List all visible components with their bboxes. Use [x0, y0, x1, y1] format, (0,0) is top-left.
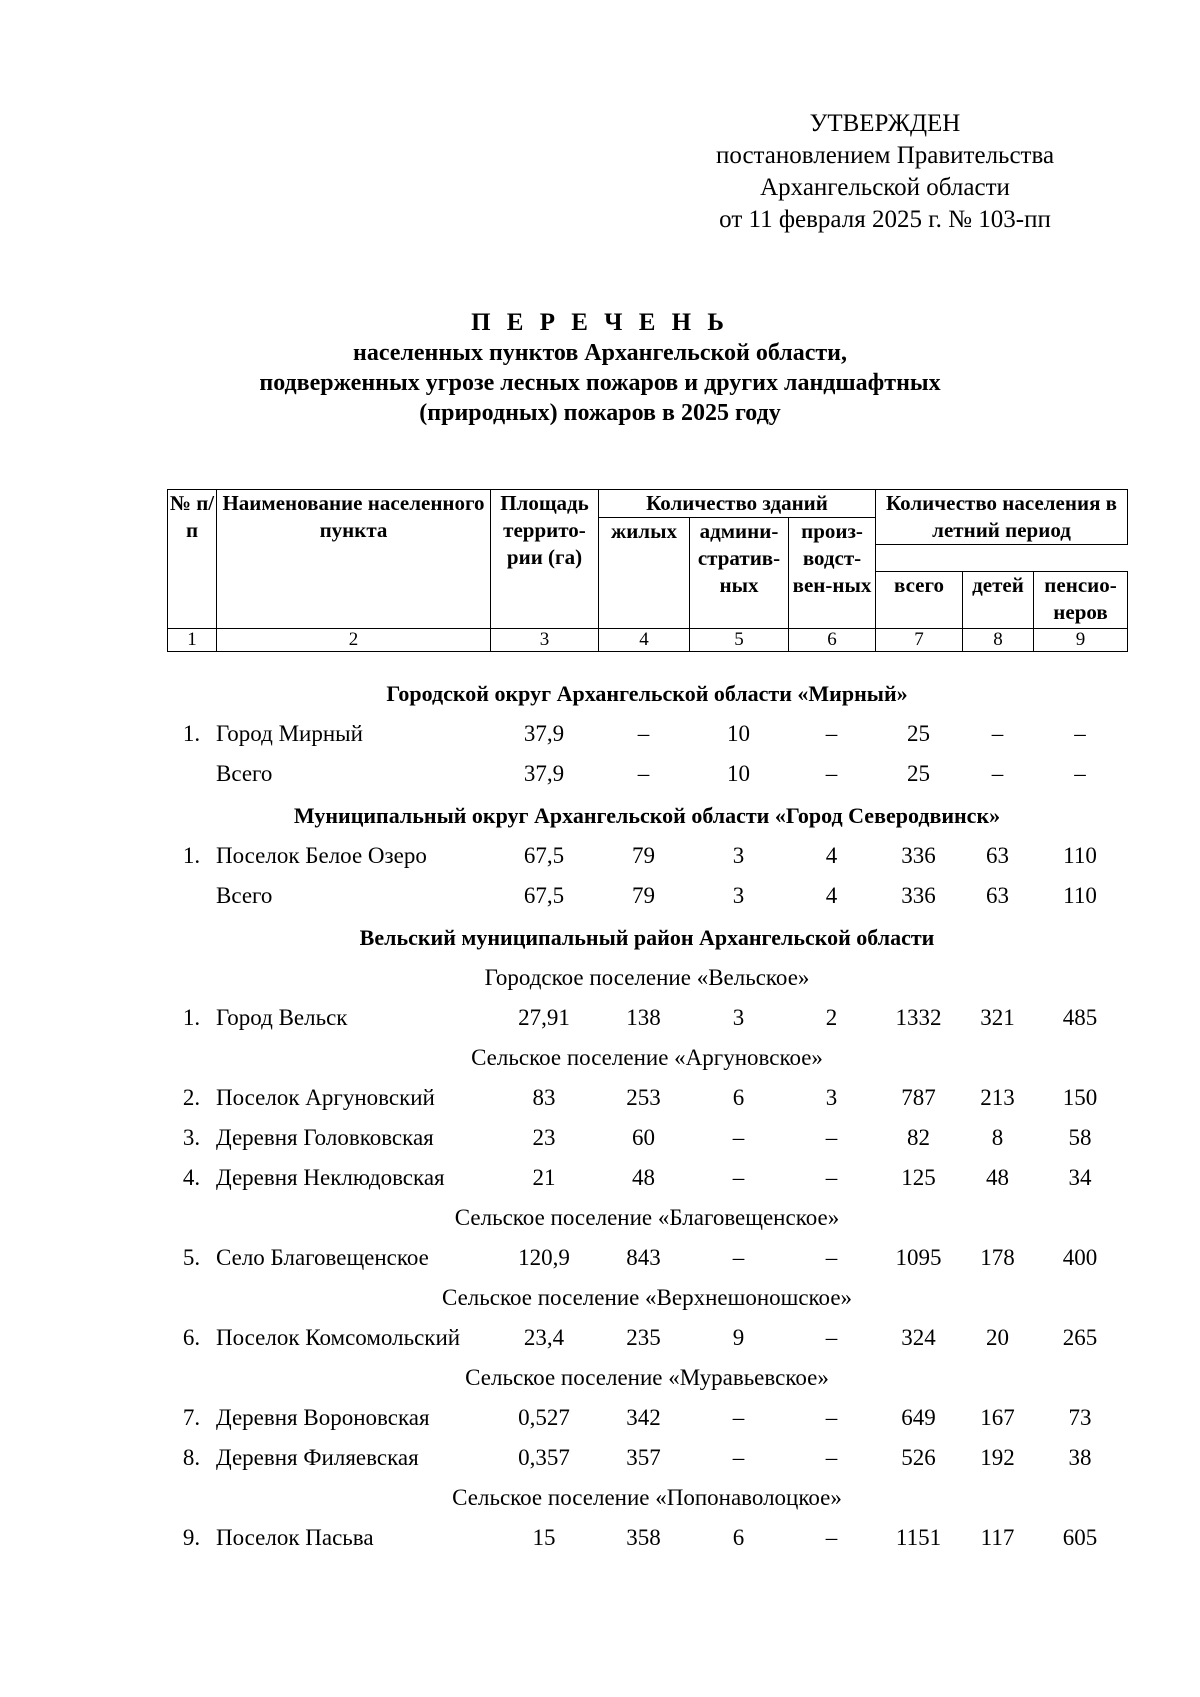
table-cell: 3: [732, 843, 745, 868]
header-population: Количество населения в летний период: [876, 490, 1128, 545]
table-cell: –: [825, 1445, 838, 1470]
table-cell: –: [825, 721, 838, 746]
table-cell: Поселок Пасьва: [216, 1525, 374, 1550]
table-cell: Город Вельск: [216, 1005, 348, 1030]
approval-line-4: от 11 февраля 2025 г. № 103-пп: [719, 206, 1051, 233]
district-heading: Муниципальный округ Архангельской области «Город Северодвинск»: [293, 803, 1001, 828]
table-cell: –: [991, 721, 1004, 746]
table-cell: –: [732, 1245, 745, 1270]
column-number: 6: [789, 629, 876, 652]
table-cell: 3: [825, 1085, 838, 1110]
table-body: [167, 672, 1127, 1558]
document-title: [0, 308, 1200, 428]
table-cell: 3: [732, 883, 745, 908]
table-cell: 79: [632, 843, 655, 868]
table-cell: 150: [1062, 1085, 1098, 1110]
table-cell: 321: [980, 1005, 1015, 1030]
table-cell: 4: [825, 883, 838, 908]
table-cell: 6: [732, 1085, 745, 1110]
table-cell: 1.: [182, 1005, 201, 1030]
table-cell: [167, 876, 216, 916]
table-row: [167, 1518, 1127, 1558]
table-cell: 63: [986, 843, 1009, 868]
approval-line-1: УТВЕРЖДЕН: [809, 110, 961, 137]
column-number: 2: [217, 629, 491, 652]
table-cell: 10: [727, 761, 750, 786]
district-heading: Вельский муниципальный район Архангельской области: [359, 925, 935, 950]
approval-line-2: постановлением Правительства: [715, 142, 1055, 169]
table-cell: 20: [986, 1325, 1009, 1350]
table-cell: 9: [732, 1325, 745, 1350]
table-cell: 3: [732, 1005, 745, 1030]
table-cell: 357: [626, 1445, 661, 1470]
column-number: 8: [963, 629, 1034, 652]
table-cell: 1095: [895, 1245, 942, 1270]
table-cell: Деревня Неклюдовская: [216, 1165, 445, 1190]
header-residential: жилых: [599, 518, 690, 629]
column-number: 5: [690, 629, 789, 652]
settlement-heading: Сельское поселение «Аргуновское»: [471, 1045, 823, 1070]
settlement-heading: Сельское поселение «Верхнешоношское»: [441, 1285, 853, 1310]
table-cell: Деревня Головковская: [216, 1125, 434, 1150]
table-cell: –: [637, 721, 650, 746]
approval-stamp: [650, 108, 1120, 236]
district-heading: Городской округ Архангельской области «Мирный»: [386, 681, 908, 706]
table-cell: 67,5: [523, 883, 565, 908]
table-row: [167, 1398, 1127, 1438]
column-number: 1: [168, 629, 217, 652]
table-cell: 400: [1062, 1245, 1098, 1270]
table-cell: Поселок Аргуновский: [216, 1085, 435, 1110]
table-cell: –: [732, 1405, 745, 1430]
table-cell: 8: [991, 1125, 1004, 1150]
table-cell: 0,527: [518, 1405, 570, 1430]
table-cell: 1.: [182, 721, 201, 746]
table-cell: 9.: [182, 1525, 201, 1550]
table-row: [167, 998, 1127, 1038]
table-row: [167, 1318, 1127, 1358]
header-pensioners: пенсио-неров: [1034, 572, 1128, 629]
table-cell: 83: [532, 1085, 556, 1110]
header-total: всего: [876, 572, 963, 629]
table-cell: 120,9: [518, 1245, 570, 1270]
table-cell: 79: [632, 883, 655, 908]
column-numbers-row: [168, 629, 1128, 652]
table-cell: 48: [632, 1165, 655, 1190]
table-cell: Деревня Вороновская: [216, 1405, 430, 1430]
table-cell: 213: [980, 1085, 1015, 1110]
table-cell: 324: [901, 1325, 936, 1350]
table-cell: 235: [626, 1325, 661, 1350]
table-cell: 34: [1068, 1165, 1092, 1190]
header-admin: админи-стратив-ных: [690, 518, 789, 629]
table-cell: 25: [907, 721, 930, 746]
table-cell: –: [825, 761, 838, 786]
table-cell: –: [637, 761, 650, 786]
table-cell: 178: [980, 1245, 1015, 1270]
table-cell: –: [732, 1165, 745, 1190]
table-row: [167, 836, 1127, 876]
table-cell: 3.: [182, 1125, 201, 1150]
table-cell: 1151: [895, 1525, 942, 1550]
table-cell: Всего: [216, 883, 273, 908]
column-number: 7: [876, 629, 963, 652]
table-cell: 1332: [895, 1005, 942, 1030]
table-cell: 7.: [182, 1405, 201, 1430]
table-cell: 843: [626, 1245, 661, 1270]
table-cell: 336: [901, 843, 936, 868]
table-cell: 23: [532, 1125, 556, 1150]
table-cell: 60: [632, 1125, 655, 1150]
table-cell: 336: [901, 883, 936, 908]
title-line-3: (природных) пожаров в 2025 году: [419, 400, 781, 426]
header-buildings: Количество зданий: [599, 490, 876, 518]
table-cell: 1.: [182, 843, 201, 868]
table-cell: –: [1074, 721, 1086, 746]
table-cell: 15: [532, 1525, 556, 1550]
table-cell: 138: [626, 1005, 661, 1030]
table-cell: 6.: [182, 1325, 201, 1350]
table-cell: 67,5: [523, 843, 565, 868]
table-cell: –: [825, 1405, 838, 1430]
table-cell: 6: [732, 1525, 745, 1550]
approval-line-3: Архангельской области: [760, 174, 1010, 201]
table-cell: 37,9: [523, 761, 565, 786]
title-line-1: населенных пунктов Архангельской области,: [353, 340, 847, 366]
table-cell: Город Мирный: [216, 721, 363, 746]
table-cell: 2: [825, 1005, 838, 1030]
settlement-heading: Сельское поселение «Благовещенское»: [454, 1205, 840, 1230]
table-header: [167, 489, 1128, 652]
table-cell: 25: [907, 761, 930, 786]
table-cell: 192: [980, 1445, 1015, 1470]
table-cell: 253: [626, 1085, 661, 1110]
table-cell: 38: [1068, 1445, 1092, 1470]
header-children: детей: [963, 572, 1034, 629]
table-cell: Село Благовещенское: [216, 1245, 429, 1270]
table-cell: 27,91: [518, 1005, 570, 1030]
table-cell: 4.: [182, 1165, 201, 1190]
table-cell: 21: [532, 1165, 556, 1190]
table-row: [167, 876, 1127, 916]
table-cell: 265: [1062, 1325, 1098, 1350]
table-cell: Поселок Комсомольский: [216, 1325, 461, 1350]
table-row: [167, 1118, 1127, 1158]
table-cell: 117: [980, 1525, 1015, 1550]
table-cell: 2.: [182, 1085, 201, 1110]
table-cell: 605: [1062, 1525, 1098, 1550]
header-num: № п/п: [168, 490, 217, 629]
table-cell: 526: [901, 1445, 936, 1470]
table-cell: 125: [901, 1165, 936, 1190]
table-cell: –: [825, 1125, 838, 1150]
table-cell: 485: [1062, 1005, 1098, 1030]
table-cell: 358: [626, 1525, 661, 1550]
settlement-heading: Сельское поселение «Попонаволоцкое»: [452, 1485, 842, 1510]
table-cell: –: [991, 761, 1004, 786]
table-row: [167, 714, 1127, 754]
table-cell: 4: [825, 843, 838, 868]
table-cell: 787: [901, 1085, 936, 1110]
table-cell: 48: [986, 1165, 1009, 1190]
table-cell: –: [825, 1245, 838, 1270]
table-row: [167, 754, 1127, 794]
table-cell: –: [732, 1445, 745, 1470]
table-cell: 73: [1068, 1405, 1092, 1430]
settlement-heading: Сельское поселение «Муравьевское»: [465, 1365, 829, 1390]
table-cell: 63: [986, 883, 1009, 908]
table-cell: 23,4: [523, 1325, 565, 1350]
table-cell: –: [1074, 761, 1086, 786]
table-cell: Деревня Филяевская: [216, 1445, 419, 1470]
table-cell: 110: [1063, 843, 1097, 868]
table-cell: 8.: [182, 1445, 201, 1470]
table-cell: 82: [907, 1125, 930, 1150]
table-row: [167, 1078, 1127, 1118]
table-cell: –: [825, 1525, 838, 1550]
title-head: П Е Р Е Ч Е Н Ь: [471, 309, 729, 336]
table-cell: 5.: [182, 1245, 201, 1270]
table-cell: 37,9: [523, 721, 565, 746]
header-name: Наименование населенного пункта: [217, 490, 491, 629]
table-cell: [167, 754, 216, 794]
table-row: [167, 1438, 1127, 1478]
table-cell: Поселок Белое Озеро: [216, 843, 427, 868]
table-cell: –: [732, 1125, 745, 1150]
table-cell: –: [825, 1325, 838, 1350]
header-industrial: произ-водст-вен-ных: [789, 518, 876, 629]
table-cell: 649: [901, 1405, 936, 1430]
column-number: 4: [599, 629, 690, 652]
table-cell: 110: [1063, 883, 1097, 908]
table-cell: –: [825, 1165, 838, 1190]
table-cell: Всего: [216, 761, 273, 786]
table-cell: 342: [626, 1405, 661, 1430]
settlement-heading: Городское поселение «Вельское»: [484, 965, 810, 990]
table-cell: 0,357: [518, 1445, 570, 1470]
table-cell: 167: [980, 1405, 1015, 1430]
column-number: 3: [491, 629, 599, 652]
table-row: [167, 1238, 1127, 1278]
table-cell: 10: [727, 721, 750, 746]
title-line-2: подверженных угрозе лесных пожаров и других ландшафтных: [259, 370, 941, 396]
column-number: 9: [1034, 629, 1128, 652]
table-cell: 58: [1068, 1125, 1092, 1150]
header-area: Площадь террито-рии (га): [491, 490, 599, 629]
table-row: [167, 1158, 1127, 1198]
